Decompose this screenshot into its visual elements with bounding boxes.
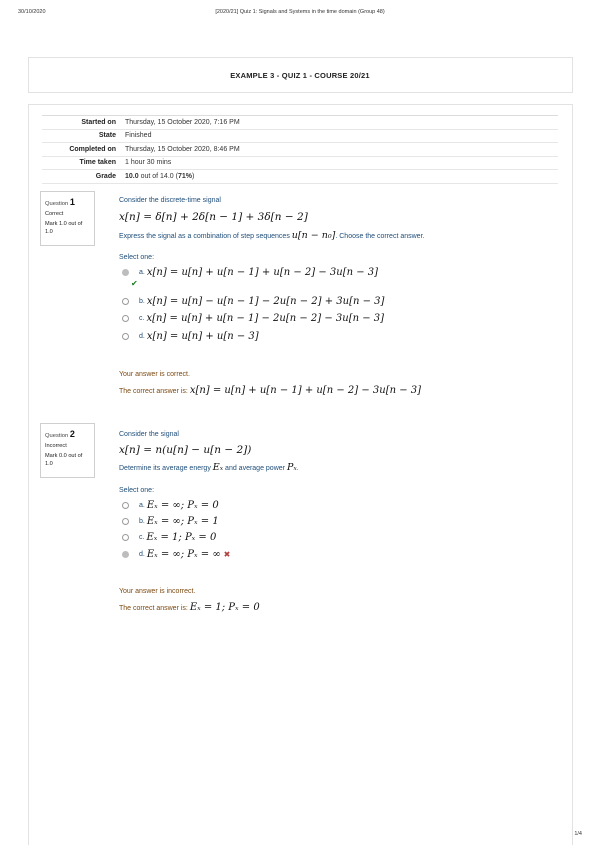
question-prefix: Question <box>45 201 69 207</box>
attempt-summary-table <box>42 115 558 184</box>
q1-intro: Consider the discrete-time signal <box>119 197 221 204</box>
correct-check-icon: ✔ <box>131 279 138 288</box>
question-number <box>45 428 90 441</box>
option-text: Eₓ = 1; Pₓ = 0 <box>146 532 217 543</box>
grade-score: 10.0 <box>125 172 139 180</box>
question-state: Incorrect <box>45 443 67 450</box>
q2-intro: Consider the signal <box>119 431 179 438</box>
q2-prompt-after: . <box>296 465 299 472</box>
option-letter: d. <box>139 551 145 558</box>
summary-value: Thursday, 15 October 2020, 8:46 PM <box>121 143 558 157</box>
print-date: 30/10/2020 <box>18 9 46 15</box>
option-letter: b. <box>139 298 145 305</box>
radio-button[interactable] <box>122 534 129 541</box>
correct-answer-text: Eₓ = 1; Pₓ = 0 <box>189 602 260 613</box>
grade-out-of: out of 14.0 ( <box>138 172 178 180</box>
q1-prompt-before: Express the signal as a combination of step sequences <box>119 233 290 240</box>
q1-option-d[interactable] <box>122 331 259 342</box>
question-number-value: 1 <box>69 197 75 207</box>
radio-button[interactable] <box>122 518 129 525</box>
q1-option-b[interactable] <box>122 296 384 307</box>
question-1-info <box>40 191 95 246</box>
correct-answer-text: x[n] = u[n] + u[n − 1] + u[n − 2] − 3u[n − 3] <box>189 385 422 396</box>
question-number <box>45 196 90 209</box>
option-letter: a. <box>139 269 145 276</box>
q2-prompt-math2: Pₓ <box>286 462 297 473</box>
q1-prompt <box>119 230 424 241</box>
q1-signal: x[n] = δ[n] + 2δ[n − 1] + 3δ[n − 2] <box>119 211 308 223</box>
q1-option-a[interactable] <box>122 267 378 278</box>
option-letter: b. <box>139 518 145 525</box>
question-mark: Mark 0.0 out of 1.0 <box>45 453 83 468</box>
radio-button[interactable] <box>122 502 129 509</box>
correct-answer-label: The correct answer is: <box>119 605 188 612</box>
question-number-value: 2 <box>69 429 75 439</box>
course-title: EXAMPLE 3 - QUIZ 1 - COURSE 20/21 <box>230 71 370 80</box>
radio-button[interactable] <box>122 315 129 322</box>
q2-feedback: Your answer is incorrect. <box>119 588 196 595</box>
q2-option-b[interactable] <box>122 516 219 527</box>
summary-row-started <box>42 116 558 130</box>
q2-prompt-math1: Eₓ <box>212 462 224 473</box>
summary-row-state <box>42 129 558 143</box>
q2-correct-answer <box>119 602 260 613</box>
option-text: Eₓ = ∞; Pₓ = 0 <box>146 500 219 511</box>
page-number: 1/4 <box>574 831 582 837</box>
print-title: [2020/21] Quiz 1: Signals and Systems in the time domain (Group 48) <box>215 9 385 15</box>
option-letter: a. <box>139 502 145 509</box>
correct-answer-label: The correct answer is: <box>119 388 188 395</box>
summary-row-time-taken <box>42 156 558 170</box>
option-text: x[n] = u[n] + u[n − 1] + u[n − 2] − 3u[n − 3] <box>146 267 379 278</box>
q2-signal: x[n] = n(u[n] − u[n − 2]) <box>119 444 252 456</box>
summary-value: 1 hour 30 mins <box>121 156 558 170</box>
summary-row-grade <box>42 170 558 184</box>
radio-button[interactable] <box>122 269 129 276</box>
summary-value: Thursday, 15 October 2020, 7:16 PM <box>121 116 558 130</box>
radio-button[interactable] <box>122 298 129 305</box>
option-text: Eₓ = ∞; Pₓ = ∞ <box>146 549 221 560</box>
q1-prompt-after: . Choose the correct answer. <box>335 233 425 240</box>
q2-prompt <box>119 462 299 473</box>
option-letter: c. <box>139 315 145 322</box>
option-text: Eₓ = ∞; Pₓ = 1 <box>146 516 219 527</box>
q1-prompt-math: u[n − n₀] <box>291 230 336 241</box>
q1-select-label: Select one: <box>119 254 155 261</box>
incorrect-cross-icon: ✖ <box>223 550 231 559</box>
question-mark: Mark 1.0 out of 1.0 <box>45 221 83 236</box>
summary-label: Completed on <box>42 143 121 157</box>
question-state: Correct <box>45 211 64 218</box>
option-text: x[n] = u[n] + u[n − 1] − 2u[n − 2] − 3u[n − 3] <box>146 313 385 324</box>
question-2-info <box>40 423 95 478</box>
q2-prompt-before: Determine its average energy <box>119 465 211 472</box>
summary-value <box>121 170 558 184</box>
q2-option-d[interactable] <box>122 549 230 560</box>
q2-select-label: Select one: <box>119 487 155 494</box>
grade-percent: 71% <box>177 172 192 180</box>
q2-prompt-mid: and average power <box>225 465 285 472</box>
q1-correct-answer <box>119 385 421 396</box>
q1-option-c[interactable] <box>122 313 384 324</box>
radio-button[interactable] <box>122 551 129 558</box>
question-prefix: Question <box>45 433 69 439</box>
grade-close: ) <box>191 172 195 180</box>
option-letter: d. <box>139 333 145 340</box>
summary-row-completed <box>42 143 558 157</box>
summary-label: Started on <box>42 116 121 130</box>
q2-option-c[interactable] <box>122 532 216 543</box>
option-letter: c. <box>139 534 145 541</box>
option-text: x[n] = u[n] + u[n − 3] <box>146 331 259 342</box>
q1-feedback: Your answer is correct. <box>119 371 190 378</box>
option-text: x[n] = u[n] − u[n − 1] − 2u[n − 2] + 3u[n − 3] <box>146 296 385 307</box>
summary-value: Finished <box>121 129 558 143</box>
radio-button[interactable] <box>122 333 129 340</box>
summary-label: Grade <box>42 170 121 184</box>
summary-label: Time taken <box>42 156 121 170</box>
q2-option-a[interactable] <box>122 500 219 511</box>
summary-label: State <box>42 129 121 143</box>
